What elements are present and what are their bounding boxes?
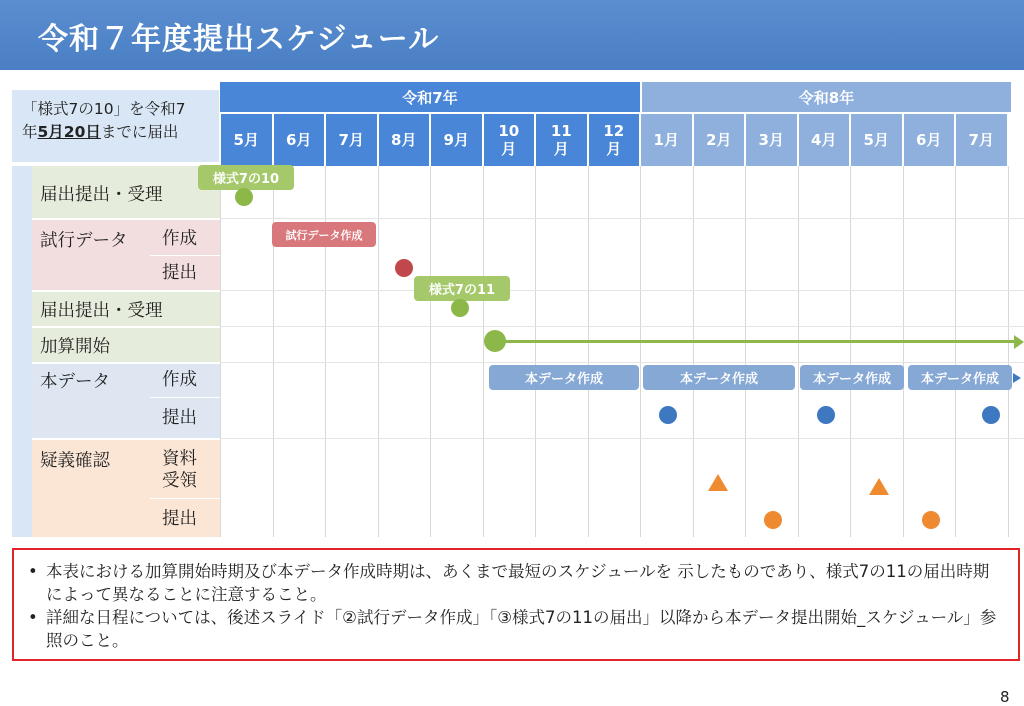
arrow-right-icon	[1014, 335, 1024, 349]
row-label-inquiry: 疑義確認	[40, 450, 110, 471]
milestone-dot	[659, 406, 677, 424]
month-header: 8月	[379, 114, 430, 166]
bonus-start-line	[494, 340, 1016, 343]
month-header: 6月	[904, 114, 955, 166]
triangle-icon	[708, 474, 728, 491]
divider	[150, 255, 220, 256]
row-sub-inquiry-submit: 提出	[162, 509, 197, 529]
bar-form-7-11: 様式7の11	[414, 276, 510, 301]
milestone-dot	[484, 330, 506, 352]
month-header: 1月	[641, 114, 692, 166]
milestone-dot	[395, 259, 413, 277]
grid-line	[640, 166, 641, 537]
row-label-notice-1: 届出提出・受理	[40, 184, 163, 205]
month-header: 11 月	[536, 114, 587, 166]
grid-line	[535, 166, 536, 537]
row-sub-inquiry-receive: 資料 受領	[162, 449, 197, 491]
page-title: 令和７年度提出スケジュール	[38, 22, 440, 57]
grid-line	[955, 166, 956, 537]
grid-line	[220, 438, 1024, 439]
month-header: 7月	[956, 114, 1007, 166]
grid-line	[220, 362, 1024, 363]
bar-main-data-create-4: 本データ作成	[908, 365, 1012, 390]
row-sub-trial-create: 作成	[162, 229, 197, 249]
grid-line	[220, 326, 1024, 327]
grid-line	[798, 166, 799, 537]
month-header: 5月	[221, 114, 272, 166]
grid-line	[1008, 166, 1009, 537]
month-header: 6月	[274, 114, 325, 166]
milestone-dot	[235, 188, 253, 206]
row-sub-main-submit: 提出	[162, 408, 197, 428]
arrow-right-icon	[1013, 373, 1021, 383]
row-sub-trial-submit: 提出	[162, 263, 197, 283]
row-label-trial-data: 試行データ	[40, 230, 128, 251]
grid-line	[588, 166, 589, 537]
era-header-r7: 令和7年	[220, 82, 640, 112]
grid-line	[430, 166, 431, 537]
note-item-2: • 詳細な日程については、後述スライド「②試行データ作成」「③様式7の11の届出」以降から本データ提出開始_スケジュール」参照のこと。	[28, 606, 1002, 652]
milestone-dot	[764, 511, 782, 529]
era-header-r8: 令和8年	[642, 82, 1011, 112]
month-header: 4月	[799, 114, 850, 166]
divider	[150, 498, 220, 499]
milestone-dot	[982, 406, 1000, 424]
month-header: 9月	[431, 114, 482, 166]
grid-line	[220, 166, 221, 537]
grid-line	[693, 166, 694, 537]
deadline-note-line2: 年5月20日までに届出	[22, 123, 179, 141]
grid-line	[220, 218, 1024, 219]
month-header: 12 月	[589, 114, 640, 166]
deadline-date: 5月20日	[37, 123, 101, 141]
grid-line	[850, 166, 851, 537]
divider	[150, 397, 220, 398]
row-label-bonus-start: 加算開始	[40, 336, 110, 357]
triangle-icon	[869, 478, 889, 495]
month-header: 3月	[746, 114, 797, 166]
grid-line	[378, 166, 379, 537]
deadline-note	[12, 90, 219, 162]
bar-main-data-create-1: 本データ作成	[489, 365, 639, 390]
bar-form-7-10: 様式7の10	[198, 165, 294, 190]
month-header: 10 月	[484, 114, 535, 166]
bar-main-data-create-2: 本データ作成	[643, 365, 795, 390]
month-header: 5月	[851, 114, 902, 166]
month-header: 7月	[326, 114, 377, 166]
note-item-1: • 本表における加算開始時期及び本データ作成時期は、あくまで最短のスケジュールを 示したものであり、様式7の11の届出時期によって異なることに注意すること。	[28, 560, 1002, 606]
title-banner	[0, 0, 1024, 70]
page-number: 8	[1000, 688, 1010, 706]
notes-box	[12, 548, 1020, 661]
milestone-dot	[451, 299, 469, 317]
bar-main-data-create-3: 本データ作成	[800, 365, 904, 390]
grid-line	[220, 290, 1024, 291]
row-sub-main-create: 作成	[162, 370, 197, 390]
left-accent-strip	[12, 166, 32, 537]
grid-line	[903, 166, 904, 537]
milestone-dot	[817, 406, 835, 424]
row-label-notice-2: 届出提出・受理	[40, 300, 163, 321]
grid-line	[745, 166, 746, 537]
month-header: 2月	[694, 114, 745, 166]
bar-trial-data-create: 試行データ作成	[272, 222, 376, 247]
milestone-dot	[922, 511, 940, 529]
row-label-main-data: 本データ	[40, 371, 110, 392]
grid-line	[483, 166, 484, 537]
deadline-note-line1: 「様式7の10」を令和7	[22, 100, 186, 118]
